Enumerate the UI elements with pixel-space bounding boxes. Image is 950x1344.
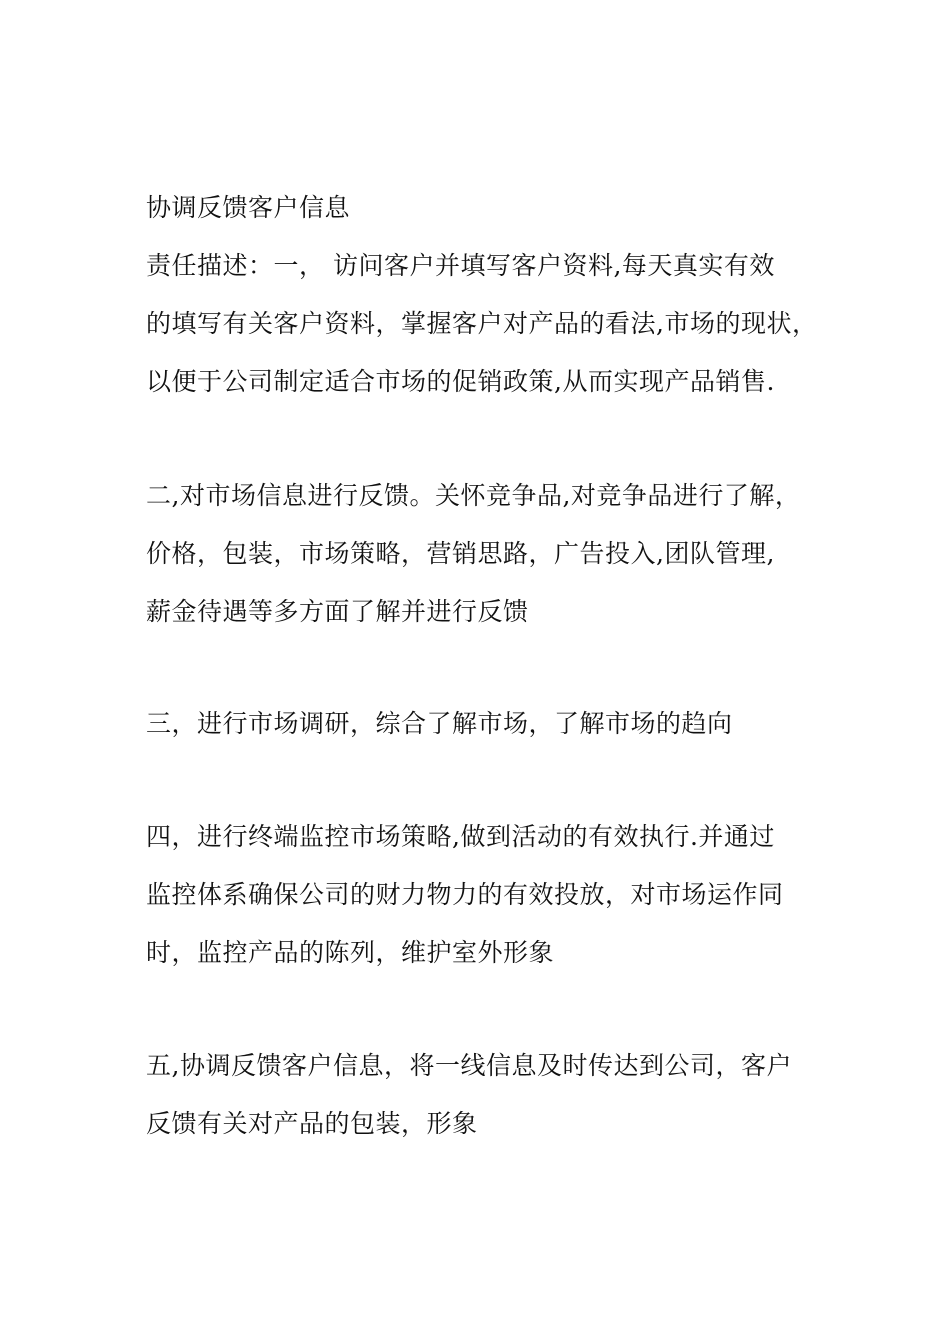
paragraph-2-line-1: 二,对市场信息进行反馈。关怀竞争品,对竞争品进行了解， — [146, 481, 801, 510]
paragraph-4-line-1: 四，进行终端监控市场策略,做到活动的有效执行.并通过 — [146, 822, 775, 851]
paragraph-5-line-2: 反馈有关对产品的包装，形象 — [146, 1109, 478, 1138]
paragraph-1-line-1: 责任描述：一， 访问客户并填写客户资料,每天真实有效 — [146, 251, 775, 280]
paragraph-2-line-2: 价格，包装，市场策略，营销思路，广告投入,团队管理, — [146, 539, 775, 568]
paragraph-5-line-1: 五,协调反馈客户信息，将一线信息及时传达到公司，客户 — [146, 1051, 792, 1080]
document-heading: 协调反馈客户信息 — [146, 193, 351, 222]
paragraph-2-line-3: 薪金待遇等多方面了解并进行反馈 — [146, 597, 529, 626]
paragraph-1-line-3: 以便于公司制定适合市场的促销政策,从而实现产品销售. — [146, 367, 775, 396]
paragraph-4-line-3: 时，监控产品的陈列，维护室外形象 — [146, 938, 555, 967]
paragraph-4-line-2: 监控体系确保公司的财力物力的有效投放，对市场运作同 — [146, 880, 784, 909]
paragraph-1-line-2: 的填写有关客户资料，掌握客户对产品的看法,市场的现状， — [146, 309, 818, 338]
paragraph-3-line-1: 三，进行市场调研，综合了解市场，了解市场的趋向 — [146, 709, 733, 738]
